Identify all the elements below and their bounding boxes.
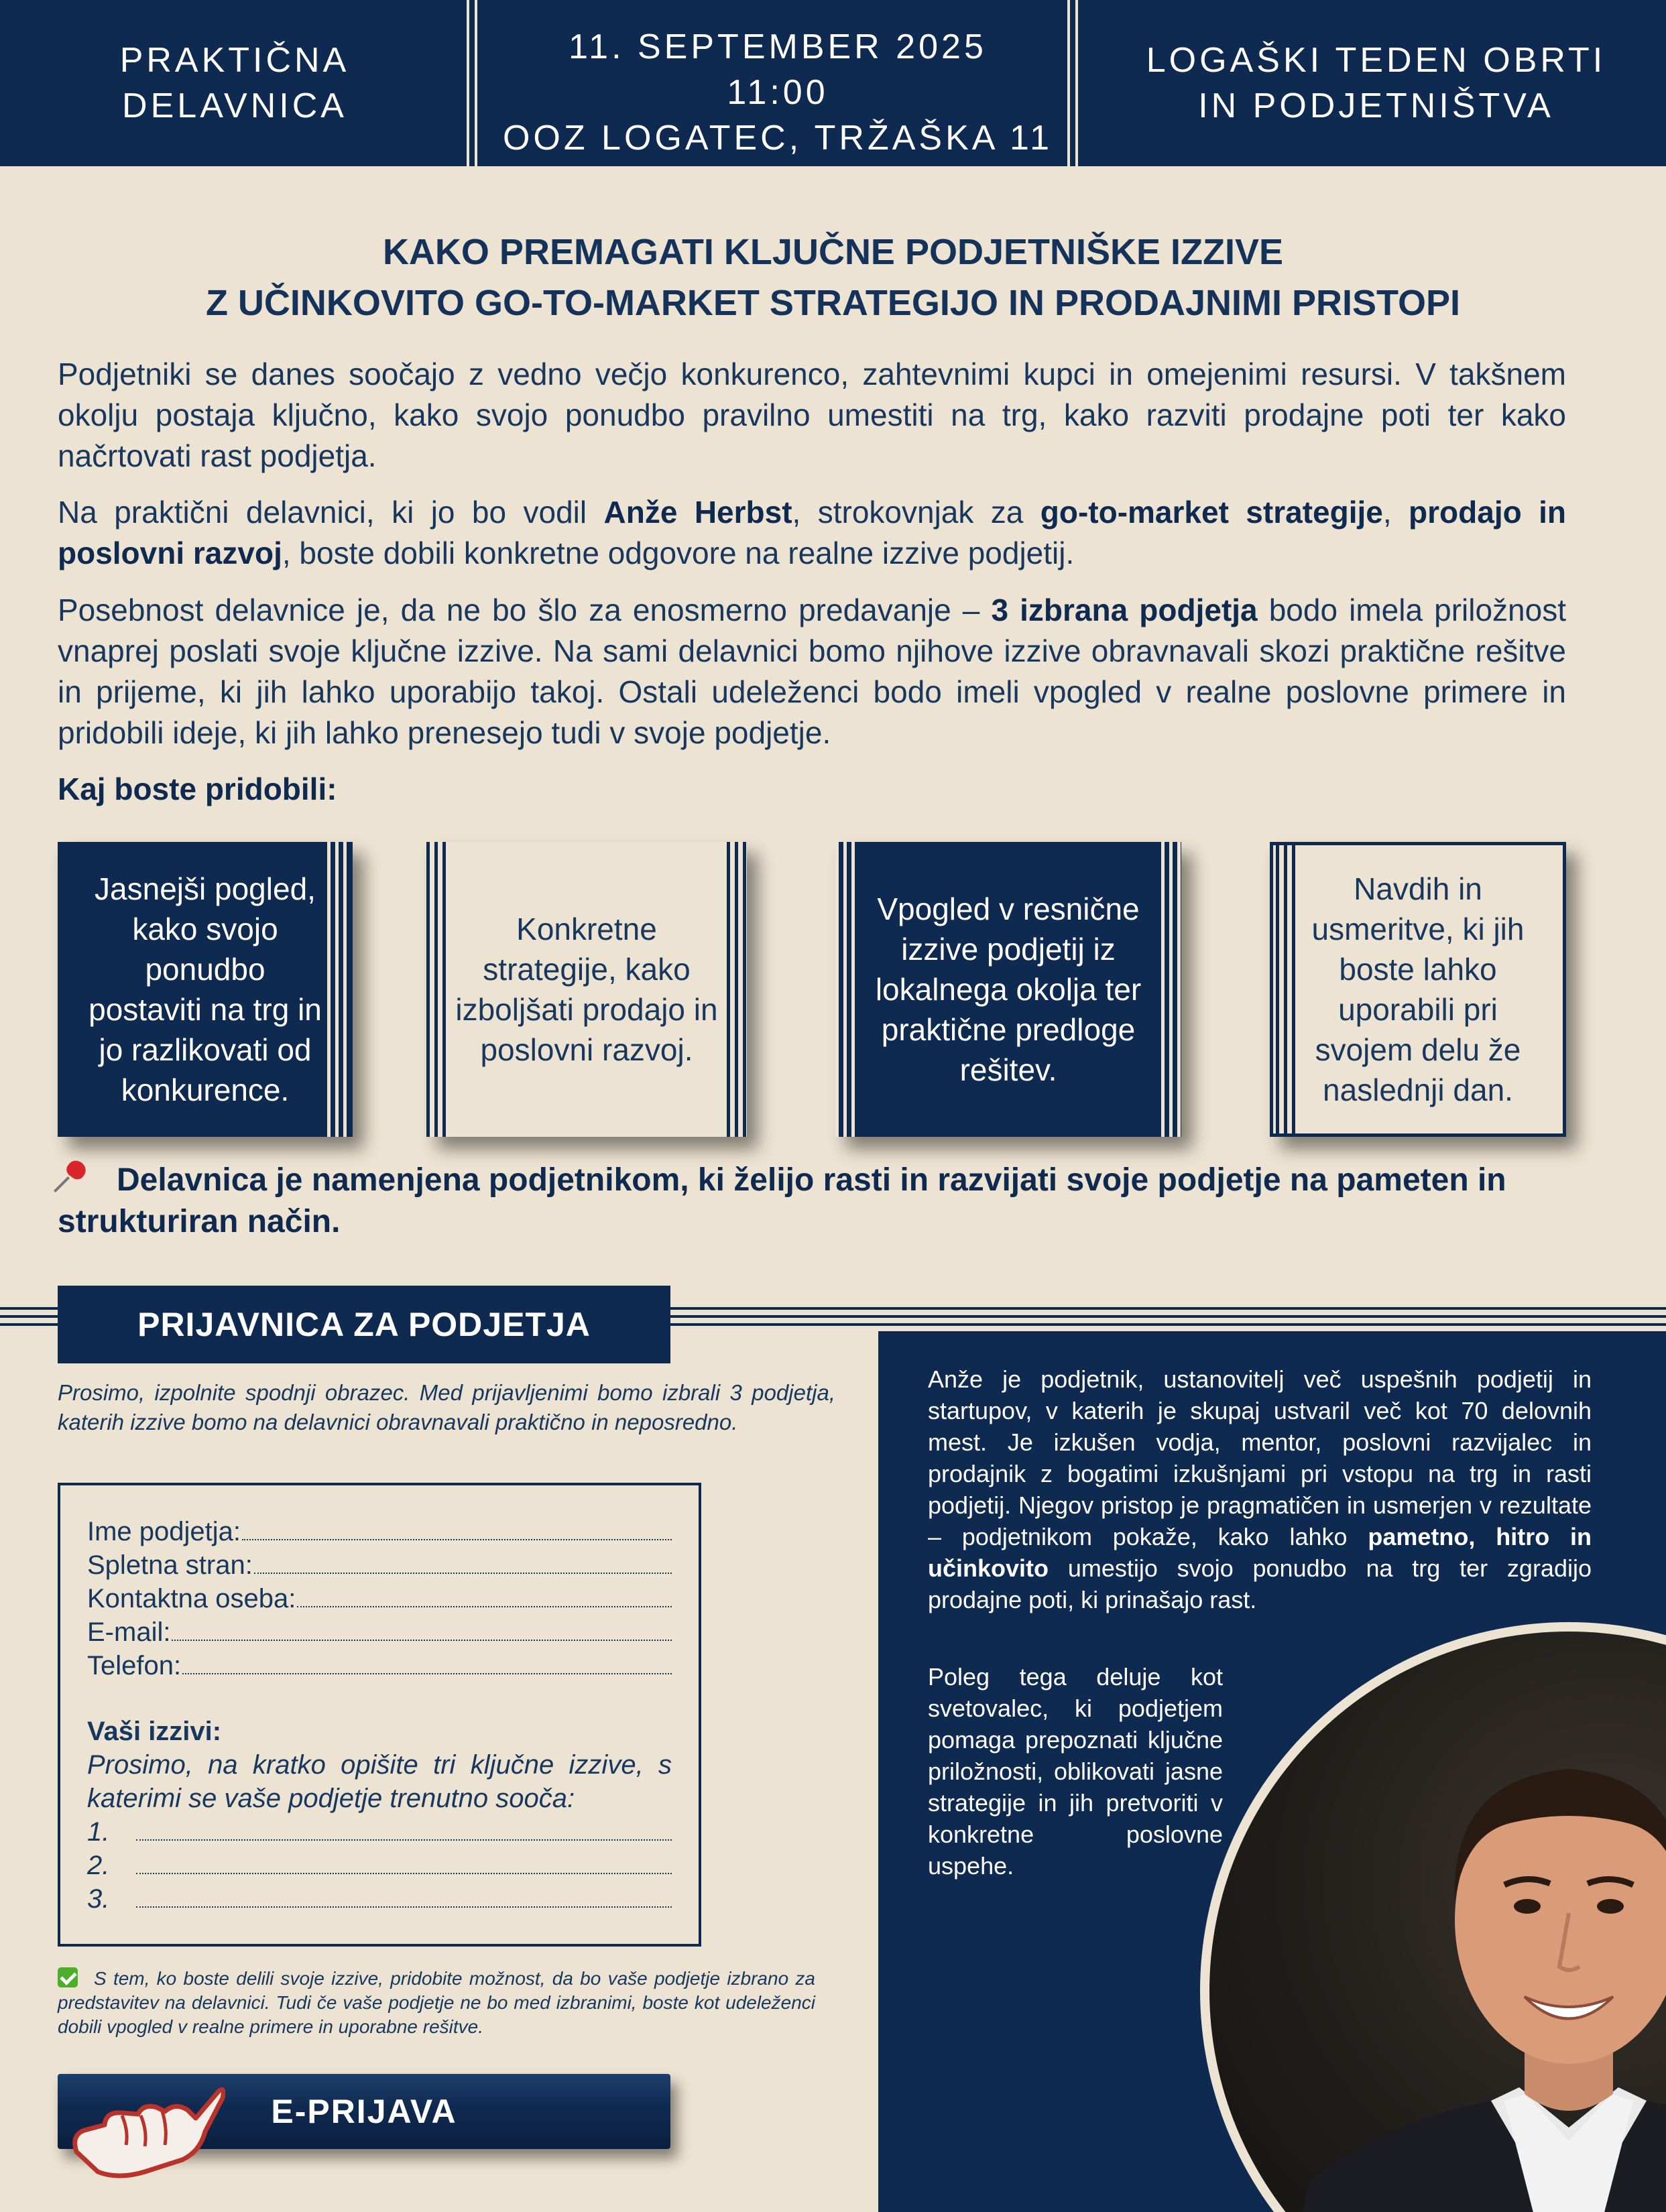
benefit-box-2: Konkretne strategije, kako izboljšati prodajo in poslovni razvoj.: [426, 842, 747, 1137]
input-line[interactable]: [172, 1640, 672, 1641]
challenge-field-3[interactable]: 3.: [87, 1882, 672, 1916]
benefit-box-1: Jasnejši pogled, kako svojo ponudbo postaviti na trg in jo razlikovati od konkurence.: [58, 842, 353, 1137]
target-audience-note: Delavnica je namenjena podjetnikom, ki želijo rasti in razvijati svoje podjetje na pameten in strukturiran način.: [58, 1162, 1506, 1239]
header-separator: [1067, 0, 1087, 166]
contact-person-field[interactable]: Kontaktna oseba:: [87, 1582, 672, 1615]
input-line[interactable]: [297, 1606, 672, 1607]
pointing-hand-icon: [64, 2071, 225, 2185]
benefit-box-3: Vpogled v resnične izzive podjetij iz lokalnega okolja ter praktične predloge rešitev.: [835, 842, 1181, 1137]
page-title: KAKO PREMAGATI KLJUČNE PODJETNIŠKE IZZIVE Z UČINKOVITO GO-TO-MARKET STRATEGIJO IN PRODAJNIMI PRISTOPI: [205, 232, 1461, 323]
input-line[interactable]: [136, 1839, 672, 1841]
benefit-box-4: Navdih in usmeritve, ki jih boste lahko uporabili pri svojem delu že naslednji dan.: [1270, 842, 1566, 1137]
challenges-heading: Vaši izzivi:: [87, 1717, 222, 1746]
form-title: PRIJAVNICA ZA PODJETJA: [58, 1286, 670, 1363]
form-intro: Prosimo, izpolnite spodnji obrazec. Med prijavljenimi bomo izbrali 3 podjetja, katerih izzive bomo na delavnici obravnavali praktično in neposredno.: [58, 1380, 835, 1434]
header-event-name: LOGAŠKI TEDEN OBRTI IN PODJETNIŠTVA: [1146, 41, 1606, 125]
website-field[interactable]: Spletna stran:: [87, 1548, 672, 1582]
application-form: [58, 1483, 701, 1947]
speaker-bio-paragraph-1: Anže je podjetnik, ustanovitelj več uspešnih podjetij in startupov, v katerih je skupaj ustvaril več kot 70 delovnih mest. Je izkušen vodja, mentor, poslovni razvijalec in prodajnik z bogatimi izkušnjami pri vstopu na trg in rasti podjetij. Njegov pristop je pragmatičen in usmerjen v rezultate – podjetnikom pokaže, kako lahko pametno, hitro in učinkovito umestijo svojo ponudbo na trg ter zgradijo prodajne poti, ki prinašajo rast.: [928, 1365, 1592, 1613]
gains-heading: Kaj boste pridobili:: [58, 772, 337, 806]
challenge-field-1[interactable]: 1.: [87, 1815, 672, 1849]
intro-paragraph-3: Posebnost delavnice je, da ne bo šlo za enosmerno predavanje – 3 izbrana podjetja bodo imela priložnost vnaprej poslati svoje ključne izzive. Na sami delavnici bomo njihove izzive obravnavali skozi praktične rešitve in prijeme, ki jih lahko uporabijo takoj. Ostali udeleženci bodo imeli vpogled v realne poslovne primere in pridobili ideje, ki jih lahko prenesejo tudi v svoje podjetje.: [58, 593, 1567, 750]
input-line[interactable]: [242, 1539, 672, 1540]
intro-paragraph-1: Podjetniki se danes soočajo z vedno večjo konkurenco, zahtevnimi kupci in omejenimi resursi. V takšnem okolju postaja ključno, kako svojo ponudbo pravilno umestiti na trg, kako razviti prodajne poti ter kako načrtovati rast podjetja.: [58, 357, 1566, 473]
intro-paragraph-2: Na praktični delavnici, ki jo bo vodil Anže Herbst, strokovnjak za go-to-market strategije, prodajo in poslovni razvoj, boste dobili konkretne odgovore na realne izzive podjetij.: [58, 495, 1566, 570]
input-line[interactable]: [182, 1673, 672, 1674]
challenges-prompt: Prosimo, na kratko opišite tri ključne izzive, s katerimi se vaše podjetje trenutno sooča:: [87, 1750, 672, 1813]
e-prijava-button[interactable]: E-PRIJAVA: [58, 2074, 670, 2149]
header-workshop-type: PRAKTIČNA DELAVNICA: [119, 41, 350, 125]
input-line[interactable]: [254, 1573, 672, 1574]
email-field[interactable]: E-mail:: [87, 1615, 672, 1649]
input-line[interactable]: [136, 1873, 672, 1874]
challenge-field-2[interactable]: 2.: [87, 1849, 672, 1882]
speaker-name: Anže Herbst: [603, 495, 792, 530]
pushpin-icon: [58, 1161, 90, 1193]
input-line[interactable]: [136, 1906, 672, 1908]
company-name-field[interactable]: Ime podjetja:: [87, 1515, 672, 1548]
phone-field[interactable]: Telefon:: [87, 1649, 672, 1682]
speaker-bio-paragraph-2: Poleg tega deluje kot svetovalec, ki podjetjem pomaga prepoznati ključne priložnosti, oblikovati jasne strategije in jih pretvoriti v konkretne poslovne uspehe.: [928, 1663, 1223, 1880]
header-date-location: 11. SEPTEMBER 2025 11:00 OOZ LOGATEC, TRŽAŠKA 11: [502, 27, 1053, 158]
header-banner: [0, 0, 1666, 166]
selection-note: S tem, ko boste delili svoje izzive, pridobite možnost, da bo vaše podjetje izbrano za predstavitev na delavnici. Tudi če vaše podjetje ne bo med izbranimi, boste kot udeleženci dobili vpogled v realne primere in uporabne rešitve.: [58, 1968, 815, 2037]
check-mark-icon: [58, 1967, 78, 1987]
